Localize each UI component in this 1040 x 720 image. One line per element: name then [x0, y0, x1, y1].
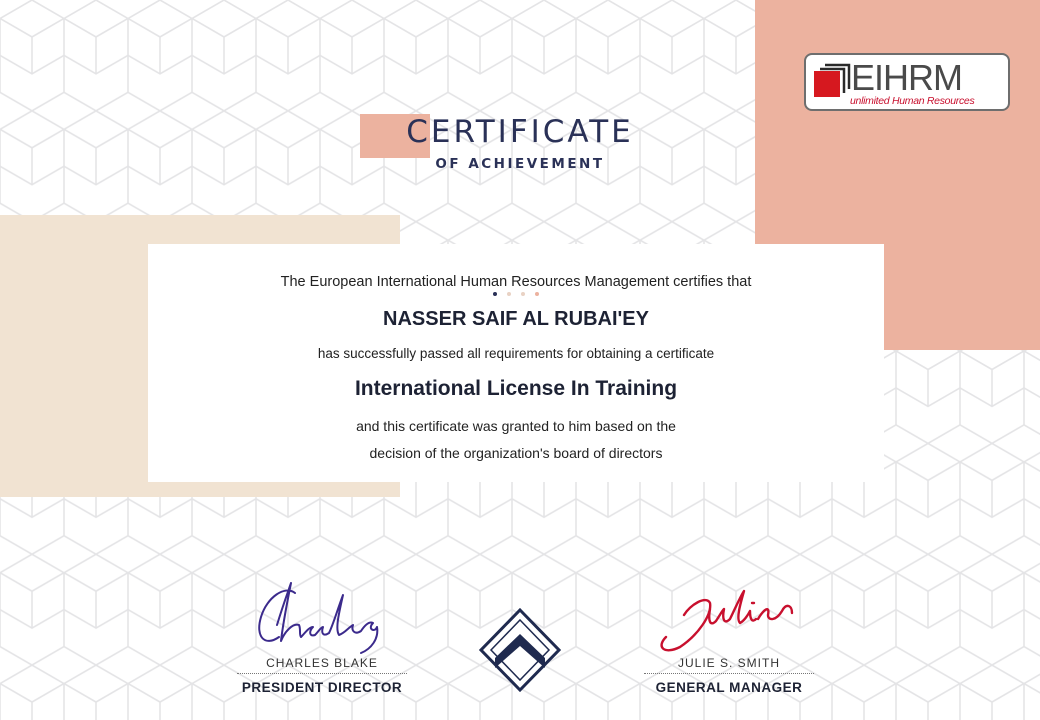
dot-divider-icon — [148, 292, 884, 300]
signature-charles — [237, 575, 407, 655]
signature-divider — [237, 673, 407, 674]
logo-tagline: unlimited Human Resources — [850, 95, 975, 107]
program-title: International License In Training — [354, 377, 678, 400]
signatory-name: JULIE S. SMITH — [677, 656, 780, 670]
chevron-up-emblem-icon — [479, 608, 561, 692]
logo-wordmark: EIHRM — [851, 57, 962, 98]
recipient-name: NASSER SAIF AL RUBAI'EY — [383, 308, 649, 330]
granted-text-line-1: and this certificate was granted to him based on the — [356, 418, 676, 434]
signatory-name: CHARLES BLAKE — [266, 656, 378, 670]
granted-text-line-2: decision of the organization's board of directors — [369, 445, 663, 461]
eihrm-logo — [804, 53, 1010, 111]
intro-text: The European International Human Resources Management certifies that — [280, 274, 752, 290]
red-square-logo-icon — [814, 63, 854, 99]
certificate-title: CERTIFICATE — [406, 114, 634, 150]
certificate-body-card — [148, 244, 884, 482]
signature-julie — [644, 575, 814, 655]
signature-divider — [644, 673, 814, 674]
signatory-role: GENERAL MANAGER — [655, 680, 803, 695]
certificate-subtitle: OF ACHIEVEMENT — [435, 156, 605, 172]
signatory-role: PRESIDENT DIRECTOR — [241, 680, 403, 695]
requirements-text: has successfully passed all requirements for obtaining a certificate — [317, 346, 715, 361]
